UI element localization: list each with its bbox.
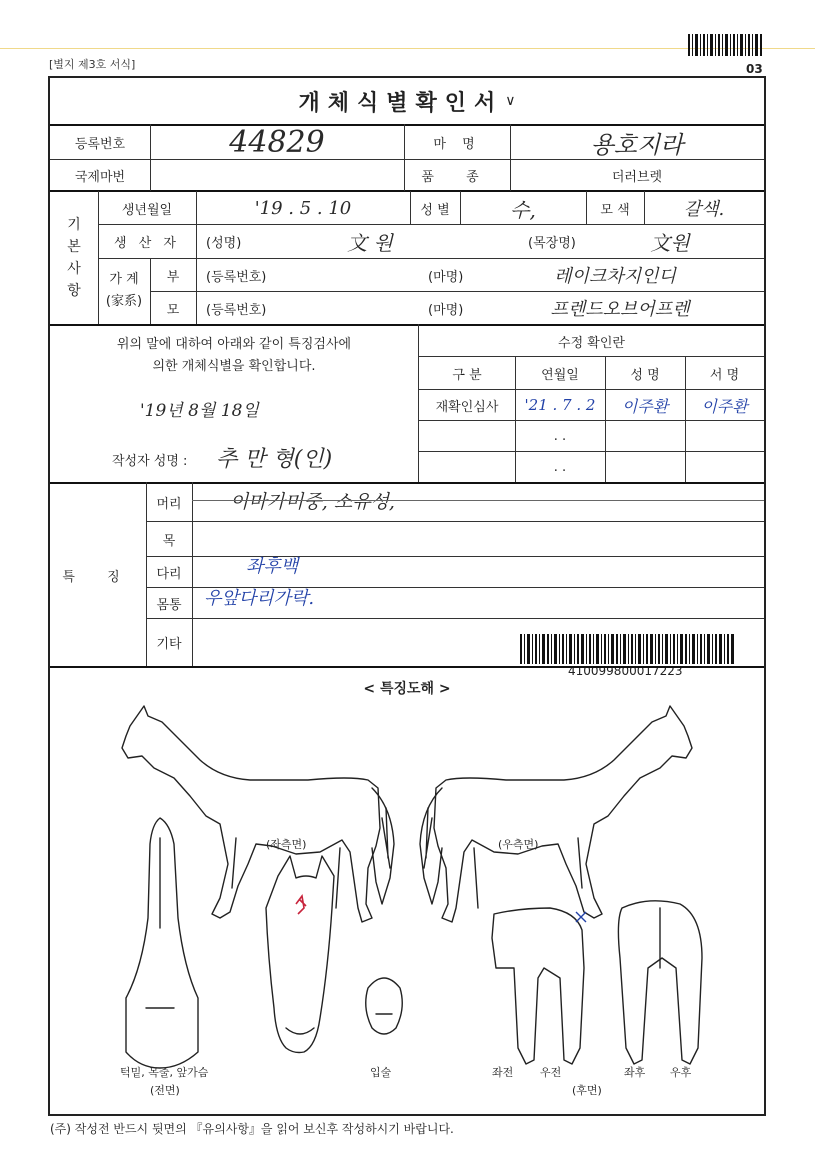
dam-name-hint: (마명)	[428, 302, 464, 318]
confirm-statement: 위의 말에 대하여 아래와 같이 특징검사에 의한 개체식별을 확인합니다.	[116, 337, 352, 374]
form-label: [별지 제3호 서식]	[49, 58, 136, 71]
farm-value: 文원	[650, 230, 690, 255]
sex-label: 성 별	[420, 202, 450, 218]
feature-diagram	[50, 668, 764, 1114]
birth-label: 생년월일	[121, 202, 173, 218]
feature-barcode	[520, 634, 736, 664]
revision-title: 수정 확인란	[558, 335, 625, 351]
left-side-caption: (좌측면)	[266, 838, 307, 851]
revision-row-sign: 이주환	[701, 396, 748, 416]
sex-value: 수,	[510, 197, 536, 222]
hind-right-caption: 우후	[670, 1066, 692, 1079]
producer-name-value: 文 원	[347, 230, 393, 255]
revision-row-date: . .	[553, 459, 567, 475]
sire-name-value: 레이크차지인디	[554, 266, 676, 287]
revision-header-date: 연월일	[541, 367, 579, 383]
horse-name-value: 용호지라	[590, 130, 684, 159]
horse-chin-neck-figure	[126, 818, 198, 1068]
rear-caption: (후면)	[572, 1084, 602, 1097]
producer-label: 생 산 자	[114, 235, 180, 251]
horse-left-side-figure	[122, 706, 394, 922]
feature-value-legs: 좌후백	[246, 556, 299, 577]
face-marking	[296, 896, 306, 914]
color-value: 갈색.	[683, 199, 725, 220]
basic-section-label: 기 본 사 항	[67, 217, 81, 299]
sire-name-hint: (마명)	[428, 269, 464, 285]
lips-caption: 입술	[370, 1066, 392, 1079]
form-sheet	[48, 76, 766, 1116]
revision-header-sign: 서 명	[709, 367, 740, 383]
horse-rear-figure	[618, 901, 702, 1064]
form-title-text: 개체식별확인서	[298, 90, 504, 116]
revision-header-type: 구 분	[452, 367, 482, 383]
feature-value-head: 이마가미중, 소유성,	[230, 490, 395, 513]
reg-label: 등록번호	[74, 136, 126, 152]
revision-row-date: . .	[553, 428, 567, 444]
intl-value	[150, 160, 404, 190]
form-title	[50, 78, 764, 124]
intl-label: 국제마번	[74, 169, 126, 185]
feature-value-body: 우앞다리가락.	[204, 588, 315, 609]
sire-reg-hint: (등록번호)	[206, 269, 267, 285]
hind-left-caption: 좌후	[624, 1066, 646, 1079]
horse-name-label: 마 명	[433, 136, 481, 152]
footer-note: (주) 작성전 반드시 뒷면의 『유의사항』을 읽어 보신후 작성하시기 바랍니다.	[50, 1122, 454, 1136]
leg-marking	[576, 912, 586, 922]
horse-right-side-figure	[420, 706, 692, 922]
color-label: 모 색	[600, 202, 630, 218]
feature-label-body: 몸통	[156, 597, 182, 613]
diagram-title: < 특징도해 >	[363, 681, 451, 697]
chin-caption: 턱밑, 목줄, 앞가슴	[120, 1066, 209, 1079]
horse-lips-figure	[366, 978, 403, 1034]
check-mark: ∨	[505, 93, 516, 109]
revision-row-date: '21 . 7 . 2	[524, 396, 596, 414]
feature-label-head: 머리	[156, 496, 182, 512]
right-side-caption: (우측면)	[498, 838, 539, 851]
front-right-caption: 우전	[540, 1066, 562, 1079]
revision-header-name: 성 명	[630, 367, 660, 383]
sire-label: 부	[166, 269, 180, 285]
birth-value: '19 . 5 . 10	[254, 197, 352, 219]
front-caption: (전면)	[150, 1084, 180, 1097]
front-left-caption: 좌전	[492, 1066, 514, 1079]
breed-label: 품 종	[421, 169, 493, 185]
top-barcode	[688, 34, 764, 56]
feature-label-neck: 목	[162, 533, 176, 549]
farm-hint: (목장명)	[528, 235, 576, 251]
features-section-label: 특 징	[62, 569, 134, 585]
revision-row-type: 재확인심사	[435, 399, 499, 415]
dam-reg-hint: (등록번호)	[206, 302, 267, 318]
dam-name-value: 프렌드오브어프렌	[550, 299, 690, 320]
horse-front-legs-figure	[492, 908, 584, 1064]
confirm-date: '19년 8월 18일	[140, 401, 259, 421]
breed-value: 더러브렛	[611, 169, 663, 185]
family-label: 가 계 (家系)	[105, 272, 143, 309]
revision-row-name: 이주환	[621, 396, 669, 416]
page-number: 03	[746, 62, 763, 76]
feature-label-other: 기타	[156, 636, 182, 652]
dam-label: 모	[166, 302, 180, 318]
barcode-number: 410099800017223	[564, 664, 687, 678]
horse-head-front-figure	[266, 856, 334, 1053]
producer-name-hint: (성명)	[206, 235, 242, 251]
writer-value: 추 만 형(인)	[216, 447, 333, 472]
writer-label: 작성자 성명 :	[112, 454, 188, 469]
feature-label-legs: 다리	[156, 566, 182, 582]
reg-value: 44829	[229, 124, 325, 160]
